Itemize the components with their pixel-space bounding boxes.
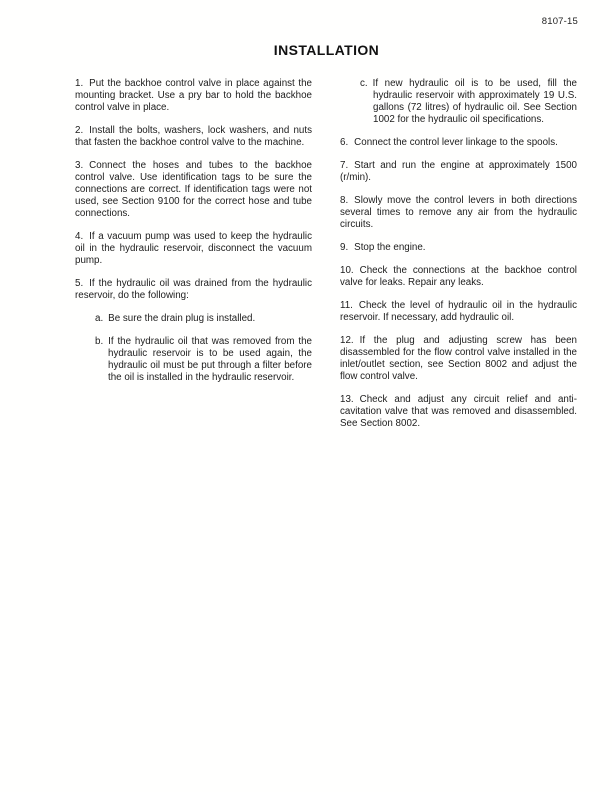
step-number: 8.: [340, 195, 349, 206]
step-12: [340, 335, 577, 383]
substep-text: Be sure the drain plug is installed.: [108, 313, 256, 324]
step-text: Check the level of hydraulic oil in the hydraulic reservoir. If necessary, add hydraulic oil.: [340, 300, 577, 323]
step-number: 12.: [340, 335, 354, 346]
step-6: [340, 137, 577, 149]
step-text: Start and run the engine at approximately 1500 (r/min).: [340, 160, 577, 183]
substep-5b: [75, 336, 312, 384]
substep-letter: b.: [95, 336, 104, 347]
step-text: Check and adjust any circuit relief and anti-cavitation valve that was removed and disassembled. See Section 8002.: [340, 394, 577, 429]
step-11: [340, 300, 577, 324]
step-text: Put the backhoe control valve in place against the mounting bracket. Use a pry bar to hold the backhoe control valve in place.: [75, 78, 312, 113]
step-1: [75, 78, 312, 114]
step-2: [75, 125, 312, 149]
page-number: 8107-15: [541, 16, 578, 27]
step-10: [340, 265, 577, 289]
step-text: If the plug and adjusting screw has been disassembled for the flow control valve installed in the inlet/outlet section, see Section 8002 and adjust the flow control valve.: [340, 335, 577, 382]
step-number: 10.: [340, 265, 354, 276]
step-text: Slowly move the control levers in both directions several times to remove any air from the hydraulic circuits.: [340, 195, 577, 230]
substep-letter: c.: [360, 78, 368, 89]
right-column: [340, 78, 577, 441]
step-5: [75, 278, 312, 302]
step-number: 6.: [340, 137, 349, 148]
step-number: 7.: [340, 160, 349, 171]
step-13: [340, 394, 577, 430]
left-column: [75, 78, 312, 441]
step-number: 1.: [75, 78, 84, 89]
page-title: INSTALLATION: [273, 42, 380, 58]
step-number: 4.: [75, 231, 84, 242]
step-3: [75, 160, 312, 220]
step-text: Connect the hoses and tubes to the backhoe control valve. Use identification tags to be sure the connections are correct. If identification tags were not used, see Section 9100 for the correct hose and tube connections.: [75, 160, 312, 219]
step-text: Connect the control lever linkage to the spools.: [354, 137, 558, 148]
step-number: 13.: [340, 394, 354, 405]
substep-letter: a.: [95, 313, 104, 324]
step-text: Install the bolts, washers, lock washers, and nuts that fasten the backhoe control valve to the machine.: [75, 125, 312, 148]
step-number: 3.: [75, 160, 84, 171]
step-9: [340, 242, 577, 254]
step-number: 2.: [75, 125, 84, 136]
substep-text: If new hydraulic oil is to be used, fill the hydraulic reservoir with approximately 19 U.S. gallons (72 litres) of hydraulic oil. See Section 1002 for the hydraulic oil specifications.: [372, 78, 577, 125]
substep-5a: [75, 313, 312, 325]
step-number: 11.: [340, 300, 353, 311]
step-text: If the hydraulic oil was drained from the hydraulic reservoir, do the following:: [75, 278, 312, 301]
two-column-body: [75, 78, 578, 441]
step-text: If a vacuum pump was used to keep the hydraulic oil in the hydraulic reservoir, disconnect the vacuum pump.: [75, 231, 312, 266]
step-7: [340, 160, 577, 184]
substep-5c: [340, 78, 577, 126]
step-number: 9.: [340, 242, 349, 253]
step-number: 5.: [75, 278, 84, 289]
step-text: Check the connections at the backhoe control valve for leaks. Repair any leaks.: [340, 265, 577, 288]
step-text: Stop the engine.: [354, 242, 426, 253]
step-8: [340, 195, 577, 231]
page-content: [75, 16, 578, 441]
step-4: [75, 231, 312, 267]
substep-text: If the hydraulic oil that was removed from the hydraulic reservoir is to be used again, the hydraulic oil must be put through a filter before the oil is installed in the hydraulic reservoir.: [108, 336, 312, 383]
